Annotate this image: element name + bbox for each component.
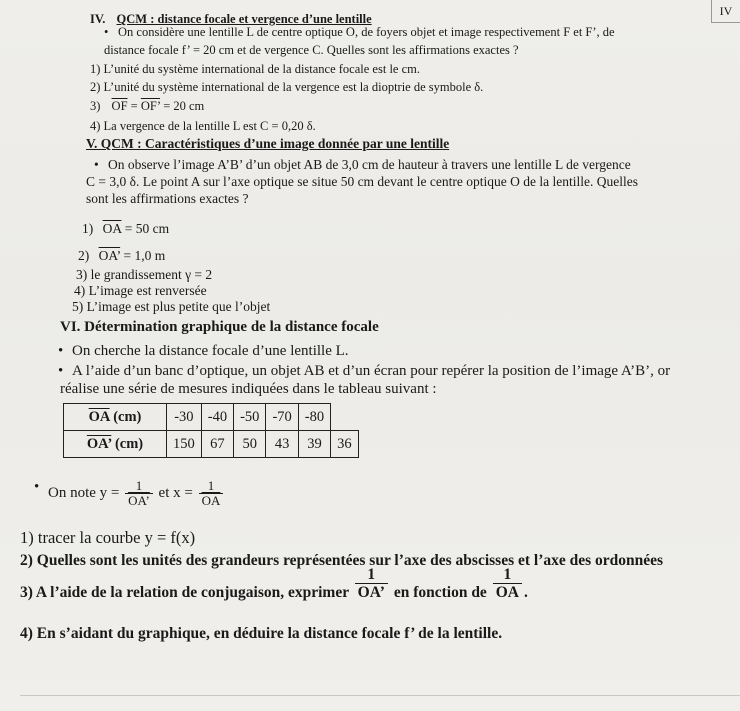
table-cell: -80 xyxy=(298,404,330,431)
section-vi-bullet-2: • A l’aide d’un banc d’optique, un objet AB et d’un écran pour repérer la position de l’image A’B’, or xyxy=(72,363,670,380)
table-row-oa xyxy=(64,404,359,431)
section-vi-title: VI. Détermination graphique de la distance focale xyxy=(60,319,379,335)
table-cell: 43 xyxy=(266,431,298,458)
measurement-table xyxy=(63,403,359,458)
section-v-bullet: • On observe l’image A’B’ d’un objet AB de 3,0 cm de hauteur à travers une lentille L de vergence xyxy=(108,157,631,173)
question-1: 1) tracer la courbe y = f(x) xyxy=(20,528,196,547)
table-cell: 150 xyxy=(167,431,202,458)
page-divider xyxy=(20,695,740,696)
section-vi-bullet-1: • On cherche la distance focale d’une lentille L. xyxy=(72,343,349,360)
section-iv-item-2: 2) L’unité du système international de la vergence est la dioptrie de symbole δ. xyxy=(90,80,484,94)
table-row-oa-prime xyxy=(64,431,359,458)
table-cell: 67 xyxy=(201,431,233,458)
section-v-bullet-cont: C = 3,0 δ. Le point A sur l’axe optique se situe 50 cm devant le centre optique O de la lentille. Quelles xyxy=(86,174,638,189)
table-cell: -40 xyxy=(201,404,233,431)
section-vi-bullet-2-cont: réalise une série de mesures indiquées dans le tableau suivant : xyxy=(60,381,437,397)
section-v-title: V. QCM : Caractéristiques d’une image donnée par une lentille xyxy=(86,136,450,151)
question-2: 2) Quelles sont les unités des grandeurs représentées sur l’axe des abscisses et l’axe des ordonnées xyxy=(20,552,664,569)
section-v-item-5: 5) L’image est plus petite que l’objet xyxy=(72,299,271,314)
section-iv-number: IV. xyxy=(90,12,106,26)
table-row-label: $\overline{OA}$ (cm) xyxy=(64,404,167,431)
table-cell: -50 xyxy=(234,404,266,431)
question-4: 4) En s’aidant du graphique, en déduire la distance focale f’ de la lentille. xyxy=(20,625,503,642)
table-cell: 39 xyxy=(298,431,330,458)
section-v-bullet-cont2: sont les affirmations exactes ? xyxy=(86,191,249,206)
table-cell: -70 xyxy=(266,404,298,431)
section-iv-bullet-cont: distance focale f’ = 20 cm et de vergence C. Quelles sont les affirmations exactes ? xyxy=(104,43,519,57)
corner-mark: IV xyxy=(711,0,740,23)
section-v-item-3: 3) le grandissement γ = 2 xyxy=(76,267,213,282)
table-cell: -30 xyxy=(167,404,202,431)
section-v-item-4: 4) L’image est renversée xyxy=(74,283,207,298)
section-v-item-1: 1) $\overline{OA} = 50$ cm xyxy=(82,221,170,236)
section-iv-item-4: 4) La vergence de la lentille L est C = 0,20 δ. xyxy=(90,119,316,133)
section-v-item-2: 2) OA’ = 1,0 m xyxy=(78,248,166,263)
section-iv-item-3: 3) $\overline{OF}$ = OF’ = 20 cm xyxy=(90,99,205,113)
table-cell: 50 xyxy=(234,431,266,458)
note-definition: • On note y = $\frac{1}{OA’}$ et x = $\frac{1}{OA}$ xyxy=(48,479,225,509)
table-row-label: OA’ (cm) xyxy=(64,431,167,458)
table-cell: 36 xyxy=(331,431,359,458)
question-3: 3) A l’aide de la relation de conjugaison, exprimer $\frac{1}{OA’}$ en fonction de $\frac{1}{OA}$ . xyxy=(20,566,528,602)
section-iv-title: QCM : distance focale et vergence d’une lentille xyxy=(116,12,372,26)
section-iv-bullet: • On considère une lentille L de centre optique O, de foyers objet et image respectivement F et F’, de xyxy=(118,25,615,40)
section-iv-item-1: 1) L’unité du système international de la distance focale est le cm. xyxy=(90,62,420,76)
